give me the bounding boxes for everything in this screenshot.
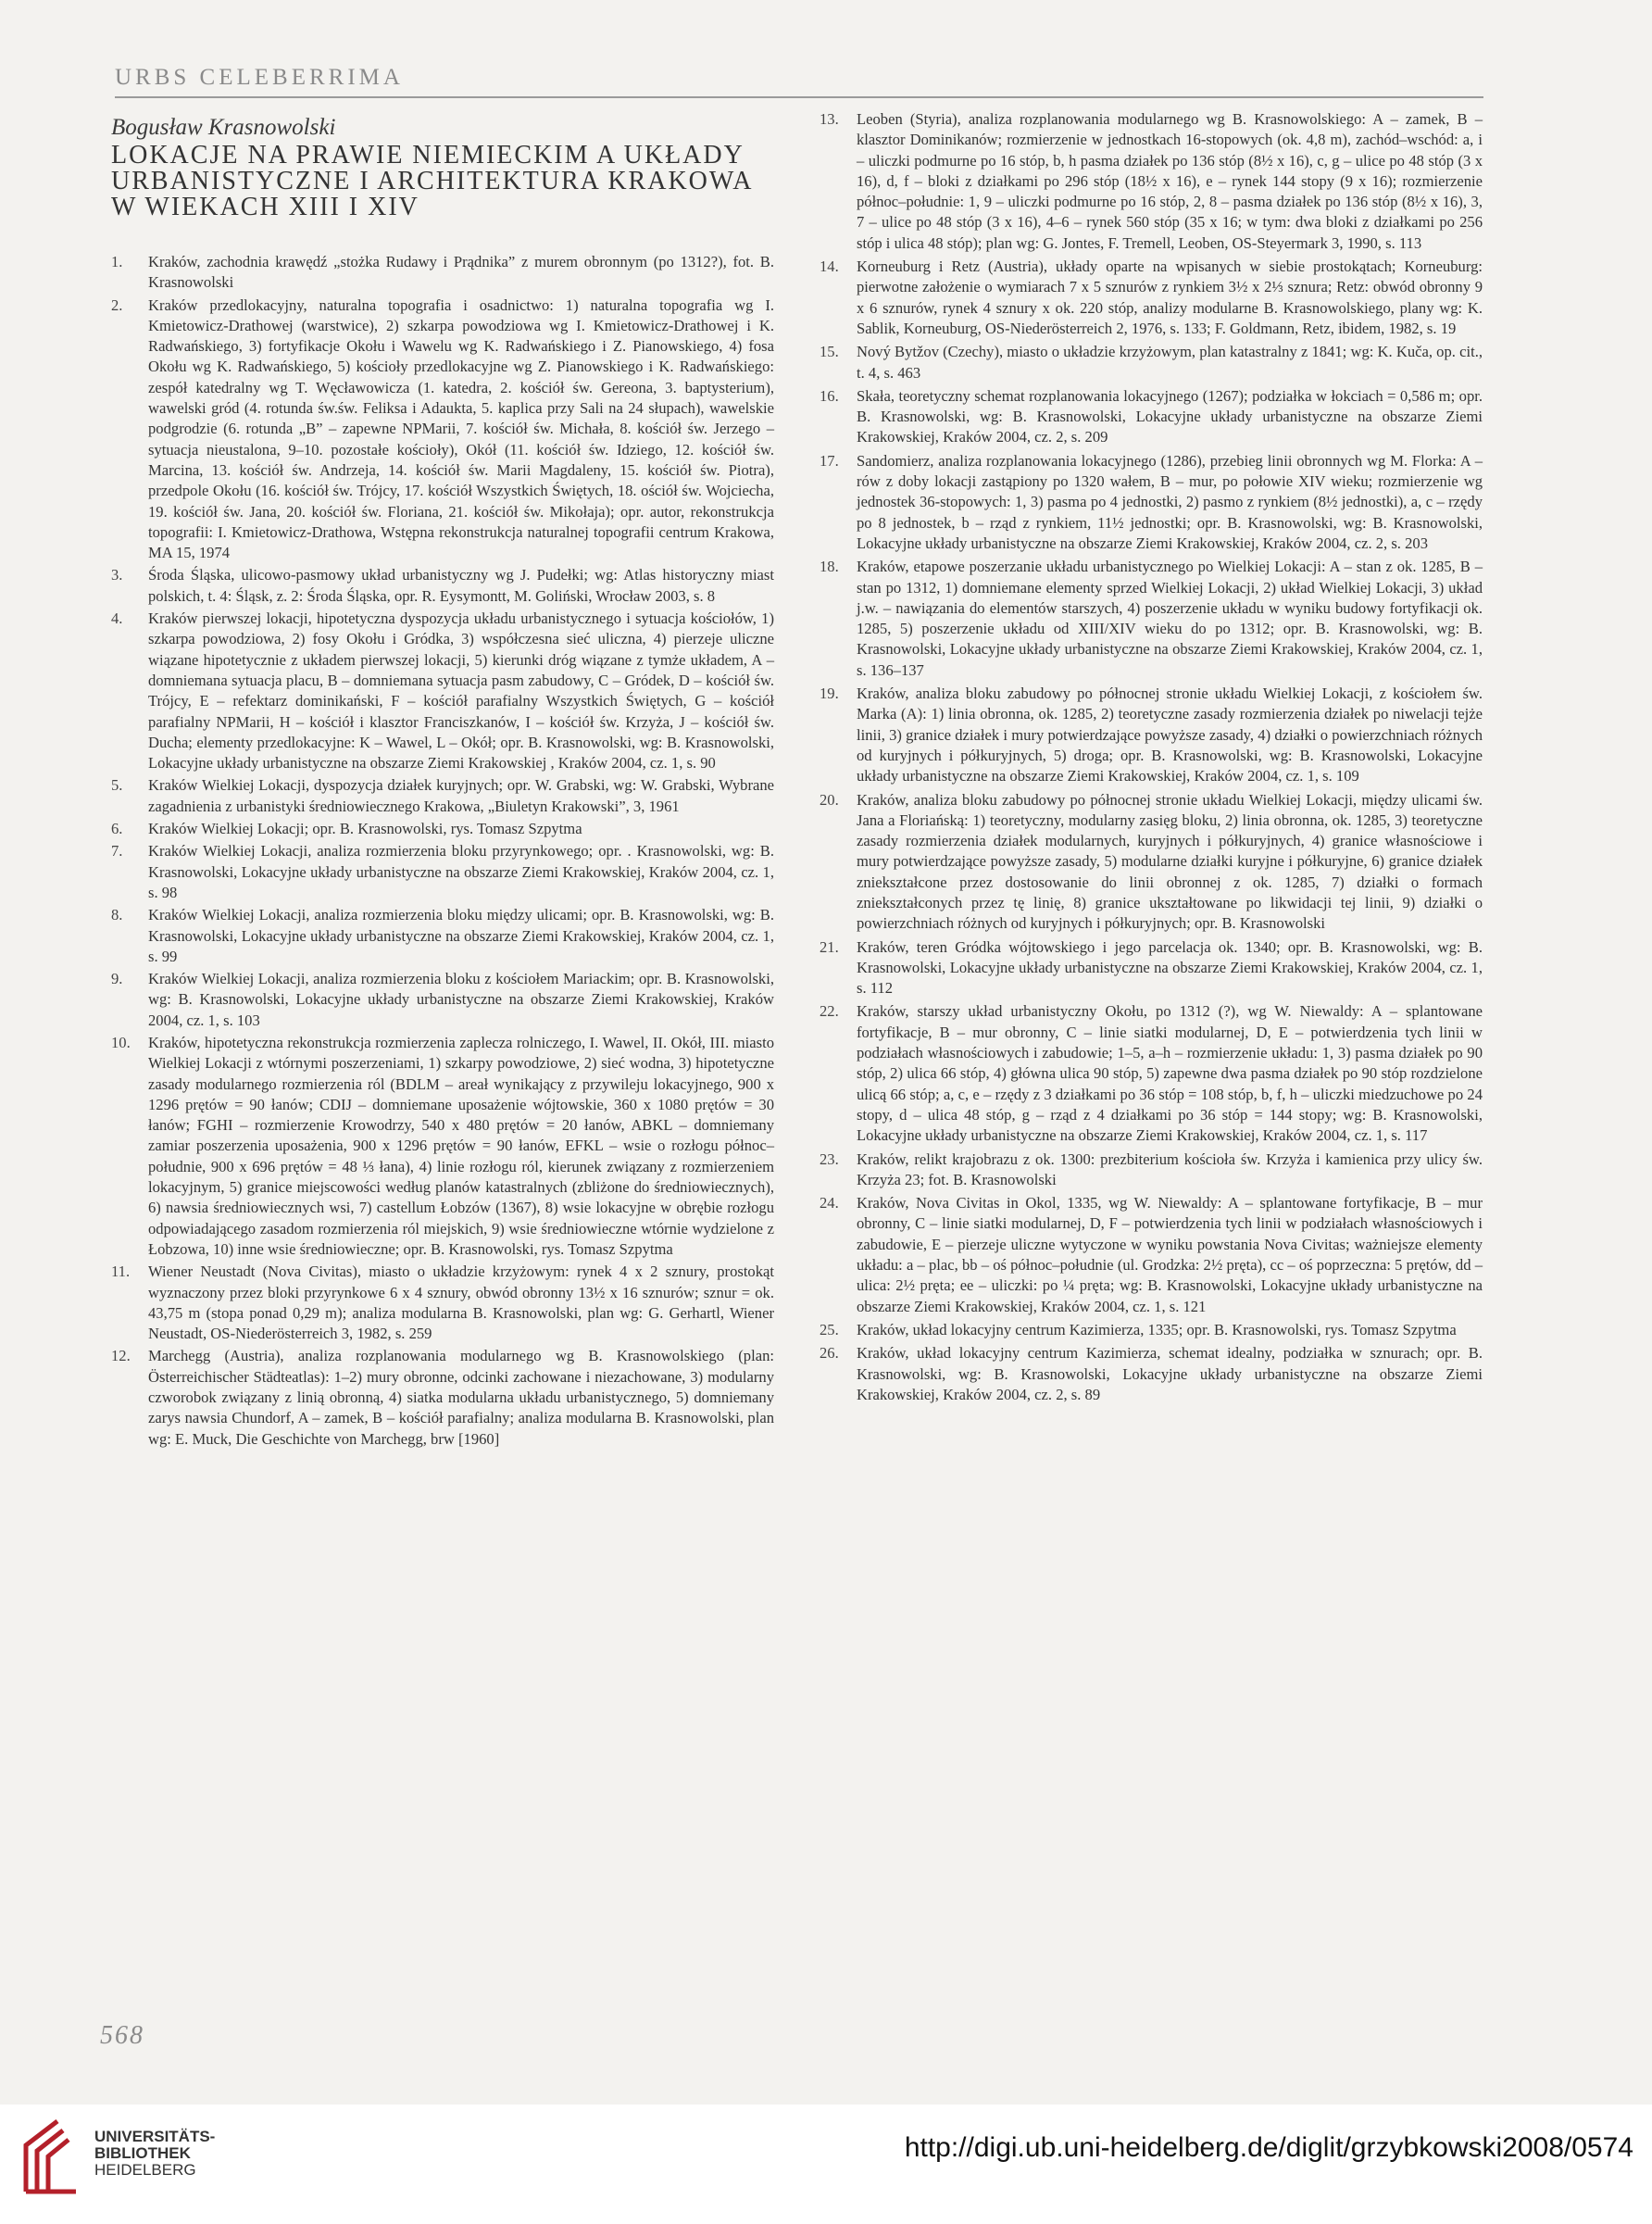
note-text: Kraków, układ lokacyjny centrum Kazimierza, schemat idealny, podziałka w sznurach; opr. B. Krasnowolski, wg: B. Krasnowolski, Lokacyjne układy urbanistyczne na obszarze Ziemi Krakowskiej, Kraków 2004, cz. 2, s. 89 — [857, 1344, 1483, 1403]
digitization-footer — [0, 2105, 1652, 2224]
note-number: 11. — [111, 1263, 131, 1281]
notes-list-left — [111, 252, 774, 1450]
note-item — [111, 819, 774, 839]
right-column — [820, 109, 1483, 1408]
note-text: Kraków, analiza bloku zabudowy po północnej stronie układu Wielkiej Lokacji, między ulicami św. Jana a Floriańską: 1) teoretyczny, modularny zasięg bloku, 2) linia obronna, ok. 1285, 3) teoretyczne zasady rozmierzenia działek modularnych, kuryjnych i półkuryjnych, 4) granice własnościowe i mury potwierdzające powyższe zasady, 5) modularne działki kuryjne i półkuryjne, 6) granice działek zniekształcone przez dostosowanie do linii obronnej z ok. 1285, 7) działki o formach zniekształconych przez tę linię, 8) granice ukształtowane po likwidacji tej linii, 9) działki o powierzchniach różnych od kuryjnych i półkuryjnych; opr. B. Krasnowolski — [857, 790, 1483, 933]
note-item — [820, 451, 1483, 554]
note-item — [820, 1320, 1483, 1340]
note-number: 24. — [820, 1194, 839, 1213]
note-item — [111, 609, 774, 773]
note-text: Kraków Wielkiej Lokacji, analiza rozmierzenia bloku między ulicami; opr. B. Krasnowolski, wg: B. Krasnowolski, Lokacyjne układy urbanistyczne na obszarze Ziemi Krakowskiej, Kraków 2004, cz. 1, s. 99 — [148, 906, 774, 965]
note-item — [820, 1343, 1483, 1405]
note-number: 26. — [820, 1344, 839, 1363]
article-title — [111, 143, 774, 220]
note-item — [111, 565, 774, 607]
note-item — [820, 557, 1483, 681]
note-number: 8. — [111, 906, 123, 924]
note-number: 4. — [111, 609, 123, 628]
note-number: 17. — [820, 451, 839, 470]
note-item — [820, 937, 1483, 999]
note-number: 15. — [820, 343, 839, 361]
note-item — [111, 841, 774, 903]
note-text: Kraków, Nova Civitas in Okol, 1335, wg W. Niewaldy: A – splantowane fortyfikacje, B – mur obronny, C – linie siatki modularnej, D, F – potwierdzenia tych linii w podziałach własnościowych i zabudowie, E – pierzeje uliczne wytyczone w wyniku powstania Nova Civitas; ważniejsze elementy układu: a – plac, bb – oś północ–południe (ul. Grodzka: 2½ pręta), cc – oś poprzeczna: 5 prętów, dd – ulica: 2½ pręta; ee – uliczki: po ¼ pręta; wg: B. Krasnowolski, Lokacyjne układy urbanistyczne na obszarze Ziemi Krakowskiej, Kraków 2004, cz. 1, s. 121 — [857, 1194, 1483, 1315]
notes-list-right — [820, 109, 1483, 1405]
left-column — [111, 109, 774, 1451]
note-number: 13. — [820, 110, 839, 128]
note-text: Skała, teoretyczny schemat rozplanowania lokacyjnego (1267); podziałka w łokciach = 0,586 m; opr. B. Krasnowolski, wg: B. Krasnowolski, Lokacyjne układy urbanistyczne na obszarze Ziemi Krakowskiej, Kraków 2004, cz. 2, s. 209 — [857, 386, 1483, 446]
note-item — [111, 905, 774, 967]
article-title-line: W WIEKACH XIII I XIV — [111, 193, 419, 221]
note-number: 7. — [111, 842, 123, 861]
note-item — [820, 109, 1483, 254]
note-text: Kraków, teren Gródka wójtowskiego i jego parcelacja ok. 1340; opr. B. Krasnowolski, wg: B. Krasnowolski, Lokacyjne układy urbanistyczne na obszarze Ziemi Krakowskiej, Kraków 2004, cz. 1, s. 112 — [857, 937, 1483, 998]
note-text: Wiener Neustadt (Nova Civitas), miasto o układzie krzyżowym: rynek 4 x 2 sznury, prostokąt wyznaczony przez bloki przyrynkowe 6 x 4 sznury, obwód obronny 13½ x 16 sznurów; sznur = ok. 43,75 m (stopa ponad 0,29 m); analiza modularna B. Krasnowolski, plan wg: G. Gerhartl, Wiener Neustadt, OS-Niederösterreich 3, 1982, s. 259 — [148, 1263, 774, 1343]
note-number: 20. — [820, 790, 839, 809]
note-item — [820, 1001, 1483, 1146]
header-rule — [115, 96, 1483, 98]
note-text: Kraków Wielkiej Lokacji; opr. B. Krasnowolski, rys. Tomasz Szpytma — [148, 820, 582, 838]
note-item — [111, 1346, 774, 1449]
note-text: Sandomierz, analiza rozplanowania lokacyjnego (1286), przebieg linii obronnych wg M. Florka: A – rów z doby lokacji zastąpiony po 1320 wałem, B – mur, po połowie XIV wieku; rozmierzenie wg jednostek 36-stopowych: 1, 3) pasma po 4 jednostki, 2) pasmo z rynkiem (8½ jednostki), a, c – rzędy po 8 jednostek, b – rząd z rynkiem, 11½ jednostki; opr. B. Krasnowolski, wg: B. Krasnowolski, Lokacyjne układy urbanistyczne na obszarze Ziemi Krakowskiej, Kraków 2004, cz. 2, s. 203 — [857, 451, 1483, 552]
note-text: Kraków Wielkiej Lokacji, analiza rozmierzenia bloku przyrynkowego; opr. . Krasnowolski, wg: B. Krasnowolski, Lokacyjne układy urbanistyczne na obszarze Ziemi Krakowskiej, Kraków 2004, cz. 1, s. 98 — [148, 842, 774, 901]
note-item — [111, 775, 774, 817]
note-number: 10. — [111, 1033, 131, 1051]
note-item — [820, 342, 1483, 383]
note-text: Korneuburg i Retz (Austria), układy oparte na wpisanych w siebie prostokątach; Korneuburg: pierwotne założenie o wymiarach 7 x 5 sznurów z rynkiem 3½ x 2⅓ sznura; Retz: obwód obronny 9 x 6 sznurów, rynek 4 sznury x ok. 220 stóp, analizy modularne B. Krasnowolskiego, plany wg: K. Sablik, Korneuburg, OS-Niederösterreich 2, 1976, s. 133; F. Goldmann, Retz, ibidem, 1982, s. 19 — [857, 258, 1483, 337]
note-number: 18. — [820, 558, 839, 576]
note-text: Kraków, starszy układ urbanistyczny Okołu, po 1312 (?), wg W. Niewaldy: A – splantowane fortyfikacje, B – mur obronny, C – linie siatki modularnej, D, E – potwierdzenia tych linii w podziałach własnościowych i zabudowie; 1–5, a–h – rozmierzenie układu: 1, 3) pasma działek po 90 stóp, 2) ulica 66 stóp, 4) główna ulica 90 stóp, 5) zapewne dwa pasma działek po 90 stóp rozdzielone ulicą 66 stóp; a, c, e – rzędy z 3 działkami po 36 stóp = 108 stóp, b, f, h – uliczki miedzuchowe po 24 stopy, d – ulica 48 stóp, g – rząd z 4 działkami po 36 stóp = 144 stopy; wg: B. Krasnowolski, Lokacyjne układy urbanistyczne na obszarze Ziemi Krakowskiej, Kraków 2004, cz. 1, s. 117 — [857, 1002, 1483, 1145]
note-item — [111, 295, 774, 564]
note-text: Marchegg (Austria), analiza rozplanowania modularnego wg B. Krasnowolskiego (plan: Österreichischer Städteatlas): 1–2) mury obronne, odcinki zachowane i niezachowane, 3) modularny czworobok związany z linią obronną, 4) siatka modularna układu urbanistycznego, 5) domniemany zarys nawsia Chundorf, A – zamek, B – kościół parafialny; analiza modularna B. Krasnowolski, plan wg: E. Muck, Die Geschichte von Marchegg, brw [1960] — [148, 1347, 774, 1448]
note-number: 25. — [820, 1320, 839, 1338]
note-text: Kraków Wielkiej Lokacji, analiza rozmierzenia bloku z kościołem Mariackim; opr. B. Krasnowolski, wg: B. Krasnowolski, Lokacyjne układy urbanistyczne na obszarze Ziemi Krakowskiej, Kraków 2004, cz. 1, s. 103 — [148, 970, 774, 1029]
note-item — [820, 386, 1483, 448]
page-number: 568 — [100, 2021, 144, 2050]
note-number: 5. — [111, 776, 123, 795]
note-number: 14. — [820, 258, 839, 276]
note-text: Kraków pierwszej lokacji, hipotetyczna dyspozycja układu urbanistycznego i sytuacja kościołów, 1) szkarpa powodziowa, 2) fosy Okołu i Gródka, 3) współczesna sieć uliczna, 4) pierzeje uliczne wiązane hipotetycznie z układem pierwszej lokacji, 5) kierunki dróg wiązane z tymże układem, A – domniemana sytuacja placu, B – domniemana sytuacja pasm zabudowy, C – Gródek, D – kościół św. Trójcy, E – refektarz dominikański, F – kościół parafialny Wszystkich Świętych, G – kościół parafialny NPMarii, H – kościół i klasztor Franciszkanów, I – kościół św. Krzyża, J – kościół św. Ducha; elementy przedlokacyjne: K – Wawel, L – Okół; opr. B. Krasnowolski, wg: B. Krasnowolski, Lokacyjne układy urbanistyczne na obszarze Ziemi Krakowskiej , Kraków 2004, cz. 1, s. 90 — [148, 609, 774, 773]
note-text: Nový Bytžov (Czechy), miasto o układzie krzyżowym, plan katastralny z 1841; wg: K. Kuča, op. cit., t. 4, s. 463 — [857, 343, 1483, 382]
note-number: 23. — [820, 1150, 839, 1168]
note-number: 1. — [111, 253, 123, 270]
note-text: Leoben (Styria), analiza rozplanowania modularnego wg B. Krasnowolskiego: A – zamek, B – klasztor Dominikanów; rozmierzenie w jednostkach 16-stopowych (ok. 4,8 m), zachód–wschód: a, i – uliczki podmurne po 16 stóp, b, h pasma działek po 136 stóp (8½ x 16), c, g – ulice po 48 stóp (3 x 16), d, f – bloki z działkami po 296 stóp (18½ x 16), e – rynek 144 stopy (9 x 16); rozmierzenie północ–południe: 1, 9 – uliczki podmurne po 16 stóp, 2, 8 – pasma działek po 136 stóp (8½ x 16), 3, 7 – ulice po 48 stóp (3 x 16), 4–6 – rynek 560 stóp (35 x 16; w tym: dwa bloki z działkami po 256 stóp i ulica 48 stóp); plan wg: G. Jontes, F. Tremell, Leoben, OS-Steyermark 3, 1990, s. 113 — [857, 110, 1483, 252]
note-text: Kraków, układ lokacyjny centrum Kazimierza, 1335; opr. B. Krasnowolski, rys. Tomasz Szpytma — [857, 1320, 1457, 1338]
article-title-line: URBANISTYCZNE I ARCHITEKTURA KRAKOWA — [111, 167, 754, 195]
note-text: Kraków, zachodnia krawędź „stożka Rudawy i Prądnika” z murem obronnym (po 1312?), fot. B. Krasnowolski — [148, 253, 774, 292]
note-number: 19. — [820, 685, 839, 703]
note-item — [820, 684, 1483, 786]
note-number: 9. — [111, 970, 123, 988]
note-number: 21. — [820, 937, 839, 956]
note-item — [820, 1193, 1483, 1317]
note-number: 3. — [111, 566, 123, 584]
note-item — [820, 790, 1483, 935]
note-number: 16. — [820, 386, 839, 405]
library-name-line: HEIDELBERG — [94, 2161, 196, 2179]
library-name — [94, 2129, 215, 2179]
library-name-line: UNIVERSITÄTS- — [94, 2128, 216, 2145]
note-number: 6. — [111, 820, 123, 838]
note-text: Środa Śląska, ulicowo-pasmowy układ urbanistyczny wg J. Pudełki; wg: Atlas historyczny miast polskich, t. 4: Śląsk, z. 2: Środa Śląska, opr. R. Eysymontt, M. Goliński, Wrocław 2003, s. 8 — [148, 566, 774, 605]
article-author: Bogusław Krasnowolski — [111, 115, 336, 140]
note-number: 22. — [820, 1002, 839, 1021]
article-title-line: LOKACJE NA PRAWIE NIEMIECKIM A UKŁADY — [111, 141, 745, 170]
note-item — [111, 1262, 774, 1344]
library-name-line: BIBLIOTHEK — [94, 2144, 191, 2162]
note-text: Kraków, analiza bloku zabudowy po północnej stronie układu Wielkiej Lokacji, z kościołem św. Marka (A): 1) linia obronna, ok. 1285, 2) teoretyczne zasady rozmierzenia działek po niwelacji tejże linii, 3) granice działek i mury potwierdzające powyższe zasady, 4) działki o powierzchniach różnych od kuryjnych i półkuryjnych, 5) droga; opr. B. Krasnowolski, wg: B. Krasnowolski, Lokacyjne układy urbanistyczne na obszarze Ziemi Krakowskiej, Kraków 2004, cz. 1, s. 109 — [857, 685, 1483, 785]
note-item — [820, 1150, 1483, 1191]
note-text: Kraków Wielkiej Lokacji, dyspozycja działek kuryjnych; opr. W. Grabski, wg: W. Grabski, Wybrane zagadnienia z urbanistyki średniowiecznego Krakowa, „Biuletyn Krakowski”, 3, 1961 — [148, 776, 774, 815]
note-item — [111, 1033, 774, 1260]
note-number: 12. — [111, 1347, 131, 1365]
note-text: Kraków, etapowe poszerzanie układu urbanistycznego po Wielkiej Lokacji: A – stan z ok. 1285, B – stan po 1312, 1) domniemane elementy sprzed Wielkiej Lokacji, 2) układ Wielkiej Lokacji, 3) układ j.w. – nawiązania do elementów starszych, 4) poszerzenie układu w wyniku budowy fortyfikacji ok. 1285, 5) poszerzenie układu od XIII/XIV wieku do po 1312; opr. B. Krasnowolski, wg: B. Krasnowolski, Lokacyjne układy urbanistyczne na obszarze Ziemi Krakowskiej, Kraków 2004, cz. 1, s. 136–137 — [857, 558, 1483, 679]
running-title: URBS CELEBERRIMA — [115, 65, 404, 90]
note-item — [111, 969, 774, 1031]
note-item — [111, 252, 774, 294]
note-text: Kraków, hipotetyczna rekonstrukcja rozmierzenia zaplecza rolniczego, I. Wawel, II. Okół, III. miasto Wielkiej Lokacji z wtórnymi poszerzeniami, 1) szkarpy powodziowe, 2) sieć wodna, 3) hipotetyczne zasady modularnego rozmierzenia ról (BDLM – areał wynikający z przywileju lokacyjnego, 900 x 1296 prętów = 90 łanów; CDIJ – domniemane uposażenie wójtowskie, 360 x 1080 prętów = 30 łanów; FGHI – rozmierzenie Krowodrzy, 540 x 480 prętów = 20 łanów, ABKL – domniemany zamiar poszerzenia uposażenia, 900 x 1296 prętów = 90 łanów, EFKL – wsie o rozłogu północ–południe, 900 x 696 prętów = 48 ⅓ łana), 4) linie rozłogu ról, kierunek związany z rozmierzeniem lokacyjnym, 5) granice miejscowości według planów katastralnych (zbliżone do średniowiecznych), 6) nawsia średniowiecznych wsi, 7) castellum Łobzów (1367), 8) wsie lokacyjne w obrębie rozłogu odpowiadającego zasadom rozmierzenia ról miejskich, 9) wsie średniowieczne wtórnie wydzielone z Łobzowa, 10) inne wsie średniowieczne; opr. B. Krasnowolski, rys. Tomasz Szpytma — [148, 1033, 774, 1258]
university-library-logo-icon — [20, 2117, 91, 2195]
note-item — [820, 257, 1483, 339]
note-text: Kraków przedlokacyjny, naturalna topografia i osadnictwo: 1) naturalna topografia wg I. Kmietowicz-Drathowej (warstwice), 2) szkarpa powodziowa wg I. Kmietowicz-Drathowej i K. Radwańskiego, 3) fortyfikacje Okołu i Wawelu wg K. Radwańskiego i Z. Pianowskiego, 4) fosa Okołu wg K. Radwańskiego, 5) kościoły przedlokacyjne wg Z. Pianowskiego i K. Radwańskiego: zespół katedralny wg T. Węcławowicza (1. katedra, 2. kościół św. Gereona, 3. baptysterium), wawelski gród (4. rotunda św.św. Feliksa i Adaukta, 5. kaplica przy Sali na 24 słupach), wawelskie podgrodzie (6. rotunda „B” – zapewne NPMarii, 7. kościół św. Michała, 8. kościół św. Jerzego – sytuacja nieustalona, 9–10. pozostałe kościoły), Okół (11. kościół św. Idziego, 12. kościół św. Marcina, 13. kościół św. Andrzeja, 14. kościół św. Marii Magdaleny, 15. kościół św. Piotra), przedpole Okołu (16. kościół św. Trójcy, 17. kościół Wszystkich Świętych, 18. ościół św. Wojciecha, 19. kościół św. Jana, 20. kościół św. Floriana, 21. kościół św. Mikołaja); opr. autor, rekonstrukcja topografii: I. Kmietowicz-Drathowa, Wstępna rekonstrukcja naturalnej topografii centrum Krakowa, MA 15, 1974 — [148, 295, 774, 562]
note-number: 2. — [111, 295, 123, 314]
note-text: Kraków, relikt krajobrazu z ok. 1300: prezbiterium kościoła św. Krzyża i kamienica przy ulicy św. Krzyża 23; fot. B. Krasnowolski — [857, 1150, 1483, 1188]
source-url[interactable]: http://digi.ub.uni-heidelberg.de/diglit/grzybkowski2008/0574 — [904, 2132, 1633, 2163]
